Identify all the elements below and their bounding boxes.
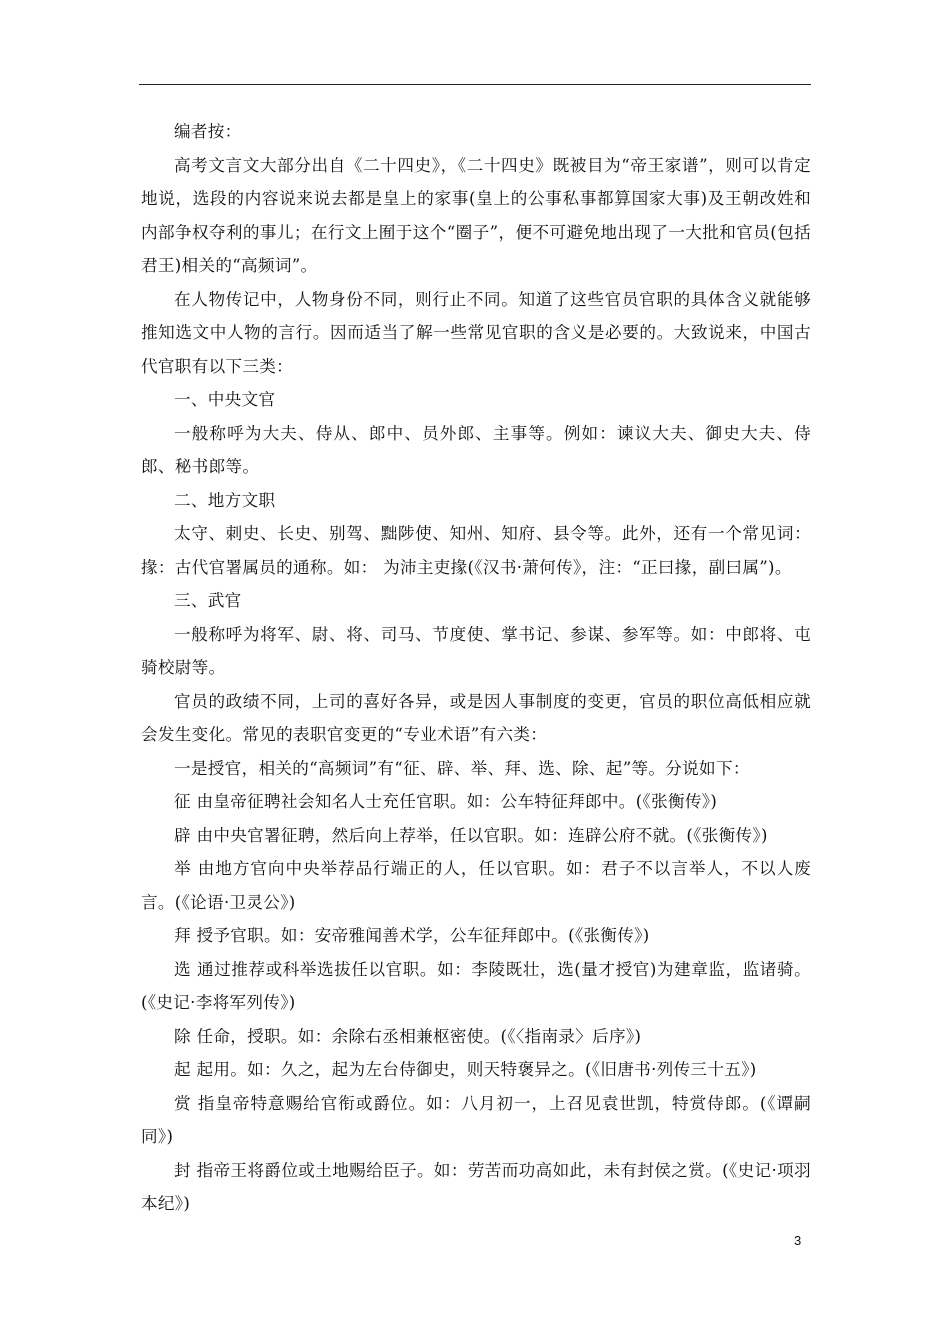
document-body [141, 115, 811, 1221]
term-bai: 拜 授予官职。如：安帝雅闻善术学，公车征拜郎中。(《张衡传》) [174, 926, 650, 945]
paragraph-editor-note: 编者按： [174, 122, 242, 141]
term-ju: 举 由地方官向中央举荐品行端正的人，任以官职。如：君子不以言举人，不以人废言。(《论语·卫灵公》) [141, 859, 811, 912]
term-bi: 辟 由中央官署征聘，然后向上荐举，任以官职。如：连辟公府不就。(《张衡传》) [174, 825, 768, 845]
term-shang: 赏 指皇帝特意赐给官衔或爵位。如：八月初一，上召见袁世凯，特赏侍郎。(《谭嗣同》) [141, 1093, 811, 1146]
paragraph-military-officials: 一般称呼为将军、尉、将、司马、节度使、掌书记、参谋、参军等。如：中郎将、屯骑校尉等。 [141, 624, 811, 677]
paragraph-position-changes: 官员的政绩不同，上司的喜好各异，或是因人事制度的变更，官员的职位高低相应就会发生变化。常见的表职官变更的“专业术语”有六类： [141, 691, 811, 744]
paragraph-appointment-terms: 一是授官，相关的“高频词”有“征、辟、举、拜、选、除、起”等。分说如下： [174, 758, 750, 778]
term-feng: 封 指帝王将爵位或土地赐给臣子。如：劳苦而功高如此，未有封侯之赏。(《史记·项羽本纪》) [141, 1160, 811, 1213]
term-zheng: 征 由皇帝征聘社会知名人士充任官职。如：公车特征拜郎中。(《张衡传》) [174, 792, 718, 811]
paragraph-biography: 在人物传记中，人物身份不同，则行止不同。知道了这些官员官职的具体含义就能够推知选文中人物的言行。因而适当了解一些常见官职的含义是必要的。大致说来，中国古代官职有以下三类： [141, 289, 811, 376]
term-xuan: 选 通过推荐或科举选拔任以官职。如：李陵既壮，选(量才授官)为建章监，监诸骑。(《史记·李将军列传》) [141, 959, 811, 1012]
heading-local-officials: 二、地方文职 [174, 490, 276, 510]
heading-military-officials: 三、武官 [174, 591, 242, 610]
header-rule [139, 84, 811, 85]
paragraph-intro: 高考文言文大部分出自《二十四史》，《二十四史》既被目为“帝王家谱”，则可以肯定地说，选段的内容说来说去都是皇上的家事(皇上的公事私事都算国家大事)及王朝改姓和内部争权夺利的事儿；在行文上囿于这个“圈子”，便不可避免地出现了一大批和官员(包括君王)相关的“高频词”。 [141, 155, 811, 275]
term-chu: 除 任命，授职。如：余除右丞相兼枢密使。(《〈指南录〉后序》) [174, 1026, 642, 1046]
heading-central-officials: 一、中央文官 [174, 390, 276, 409]
term-qi: 起 起用。如：久之，起为左台侍御史，则天特褒异之。(《旧唐书·列传三十五》) [174, 1060, 757, 1079]
paragraph-central-officials: 一般称呼为大夫、侍从、郎中、员外郎、主事等。例如：谏议大夫、御史大夫、侍郎、秘书郎等。 [141, 423, 811, 476]
page-number: 3 [794, 1233, 802, 1248]
paragraph-local-officials: 太守、刺史、长史、别驾、黜陟使、知州、知府、县令等。此外，还有一个常见词：掾：古代官署属员的通称。如： 为沛主吏掾(《汉书·萧何传》，注：“正曰掾，副曰属”)。 [141, 524, 811, 577]
